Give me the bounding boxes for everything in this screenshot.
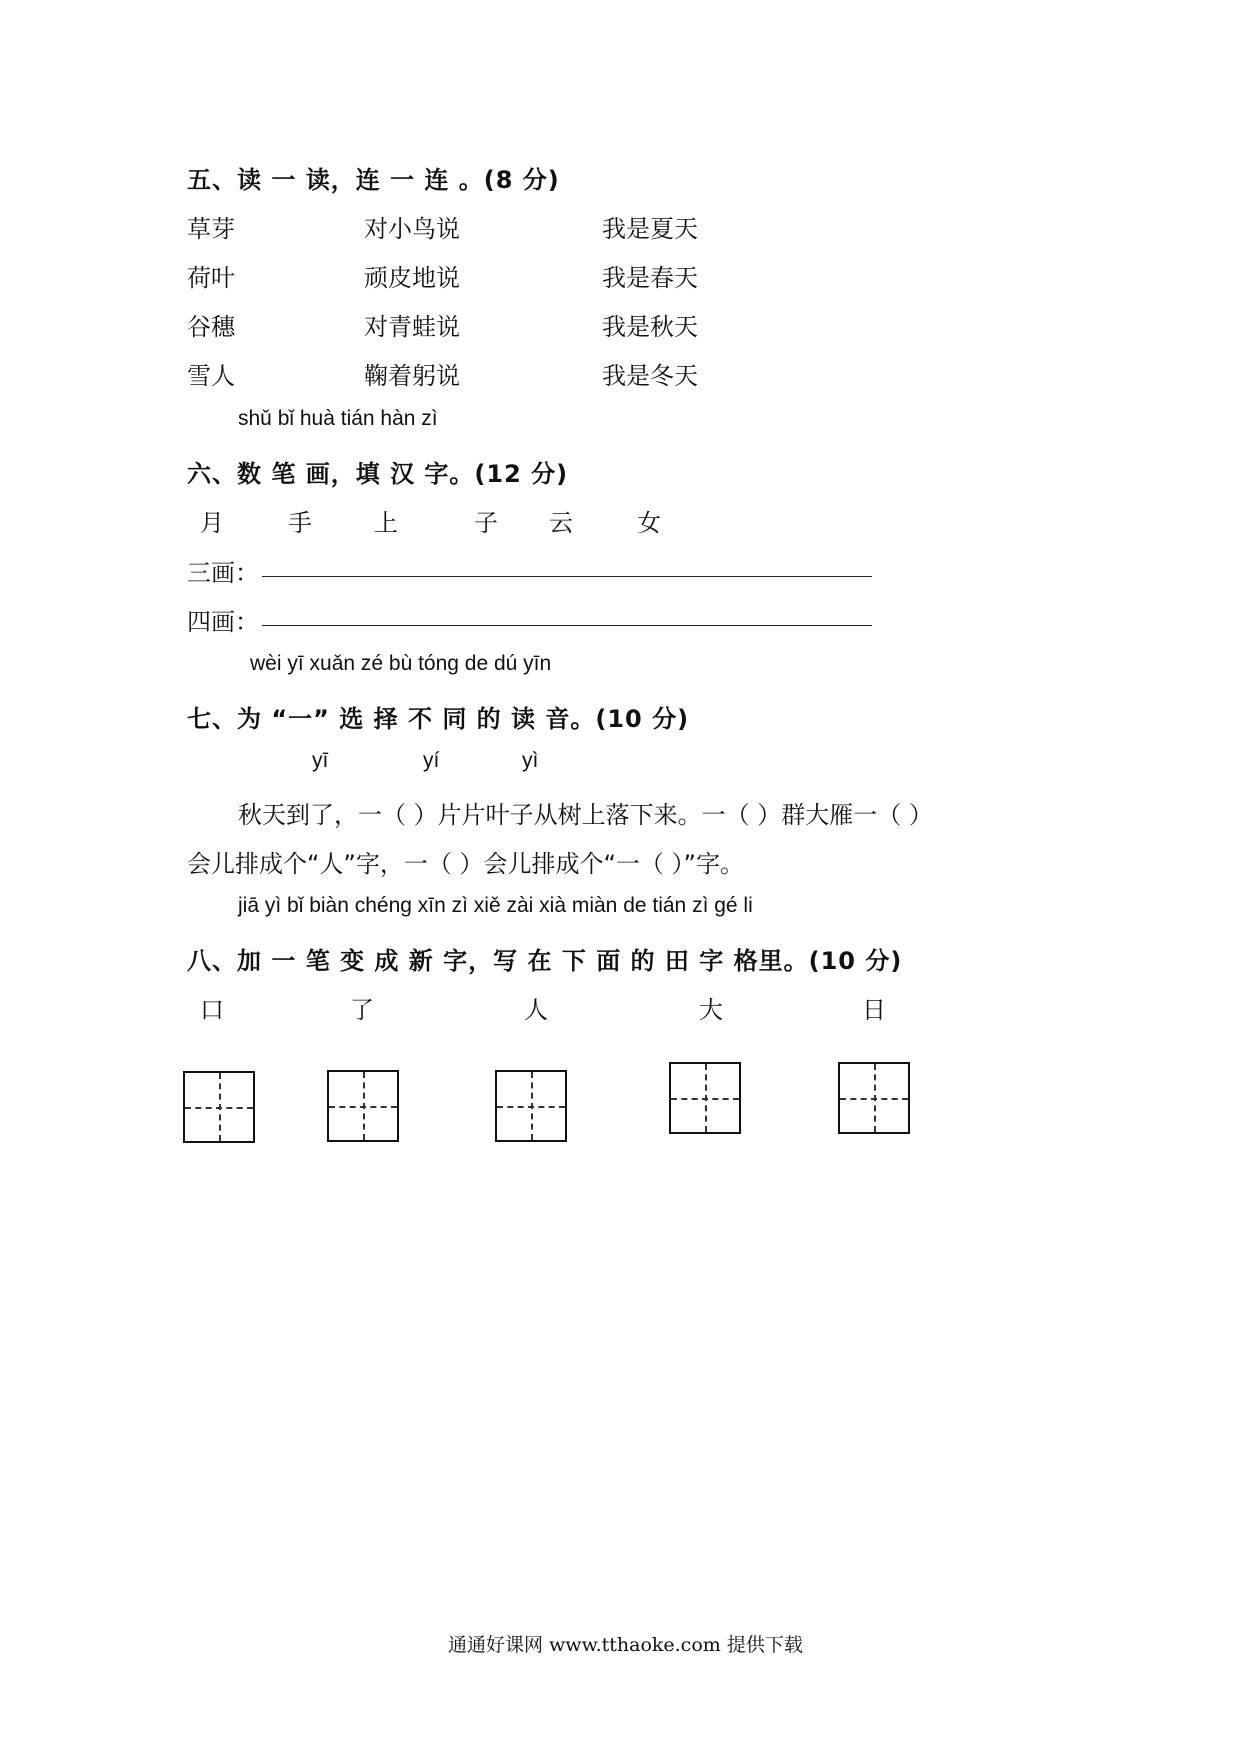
section6-pinyin: shǔ bǐ huà tián hàn zì <box>238 407 438 430</box>
match-right-item: 我是冬天 <box>602 362 698 390</box>
tianzige-box[interactable] <box>669 1062 741 1134</box>
footer-credit: 通通好课网 www.tthaoke.com 提供下载 <box>448 1634 803 1656</box>
section8-heading: 八、加 一 笔 变 成 新 字，写 在 下 面 的 田 字 格里。(10 分) <box>187 947 903 975</box>
match-left-item: 谷穗 <box>187 313 235 341</box>
match-middle-item: 对小鸟说 <box>364 215 460 243</box>
four-strokes-answer-line[interactable] <box>262 625 872 626</box>
three-strokes-answer-line[interactable] <box>262 576 872 577</box>
stroke-char: 手 <box>288 509 312 537</box>
base-char: 大 <box>699 996 723 1024</box>
base-char: 人 <box>524 996 548 1024</box>
stroke-char: 上 <box>374 509 398 537</box>
match-middle-item: 对青蛙说 <box>364 313 460 341</box>
base-char: 了 <box>350 996 374 1024</box>
stroke-char: 子 <box>474 509 498 537</box>
stroke-char: 女 <box>637 509 661 537</box>
base-char: 日 <box>862 996 886 1024</box>
stroke-char: 云 <box>549 509 573 537</box>
tianzige-box[interactable] <box>183 1071 255 1143</box>
section8-pinyin: jiā yì bǐ biàn chéng xīn zì xiě zài xià miàn de tián zì gé li <box>238 894 753 917</box>
section5-heading: 五、读 一 读，连 一 连 。(8 分) <box>187 166 560 194</box>
tianzige-box[interactable] <box>495 1070 567 1142</box>
four-strokes-label: 四画： <box>187 608 259 636</box>
match-left-item: 草芽 <box>187 215 235 243</box>
stroke-char: 月 <box>200 509 224 537</box>
match-middle-item: 顽皮地说 <box>364 264 460 292</box>
match-right-item: 我是秋天 <box>602 313 698 341</box>
section7-pinyin: wèi yī xuǎn zé bù tóng de dú yīn <box>250 652 552 675</box>
tianzige-box[interactable] <box>327 1070 399 1142</box>
passage-line: 会儿排成个“人”字，一（ ）会儿排成个“一（ ）”字。 <box>187 850 744 878</box>
tianzige-box[interactable] <box>838 1062 910 1134</box>
match-left-item: 雪人 <box>187 362 235 390</box>
passage-line: 秋天到了，一（ ）片片叶子从树上落下来。一（ ）群大雁一（ ） <box>238 801 933 829</box>
section6-heading: 六、数 笔 画，填 汉 字。(12 分) <box>187 460 569 488</box>
base-char: 口 <box>200 996 224 1024</box>
match-left-item: 荷叶 <box>187 264 235 292</box>
three-strokes-label: 三画： <box>187 559 259 587</box>
section7-heading: 七、为 “一” 选 择 不 同 的 读 音。(10 分) <box>187 705 690 733</box>
match-right-item: 我是夏天 <box>602 215 698 243</box>
match-middle-item: 鞠着躬说 <box>364 362 460 390</box>
reading-option: yí <box>423 749 440 772</box>
reading-option: yī <box>312 749 329 772</box>
match-right-item: 我是春天 <box>602 264 698 292</box>
reading-option: yì <box>522 749 539 772</box>
